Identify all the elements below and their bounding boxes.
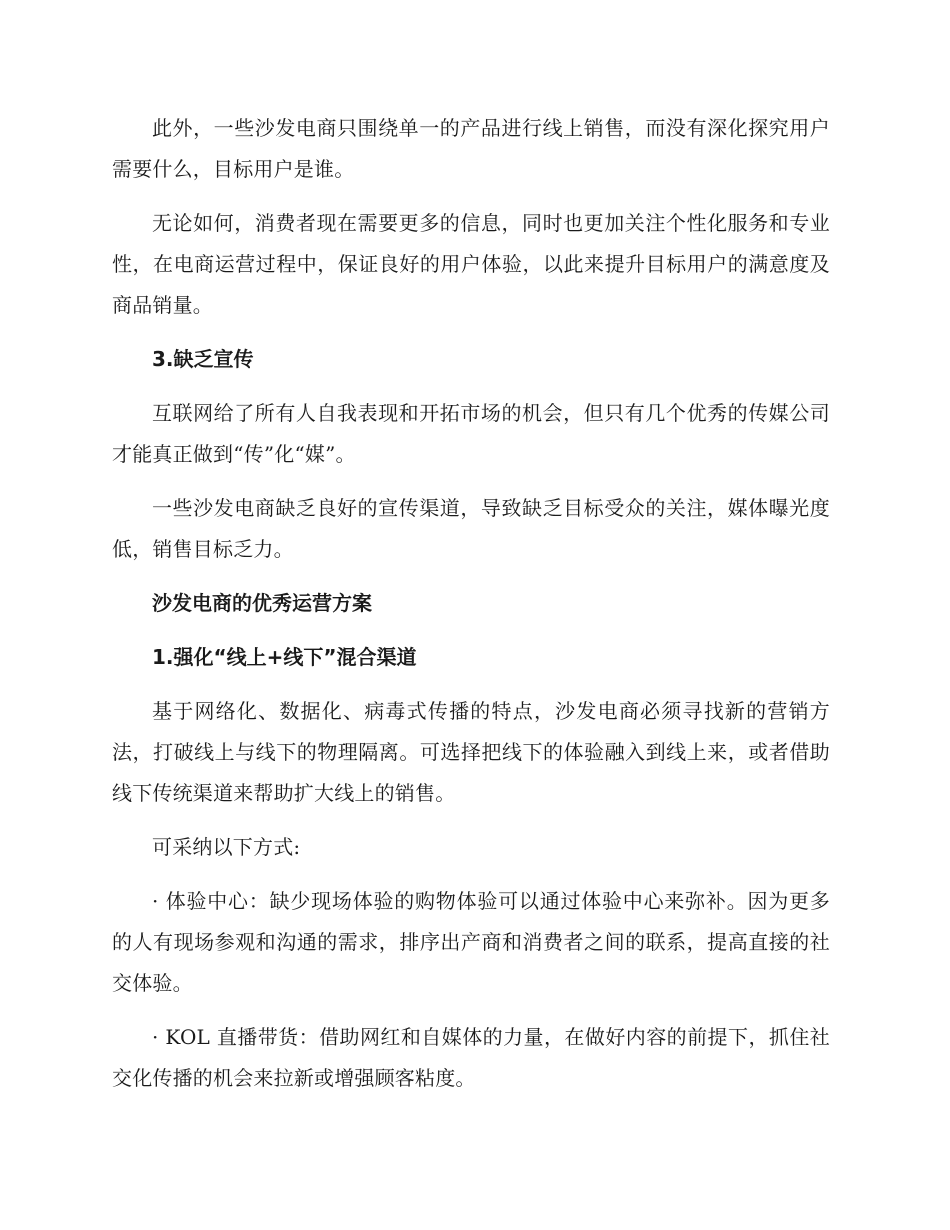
document-body	[112, 108, 830, 1112]
paragraph: 可采纳以下方式:	[152, 835, 301, 859]
paragraph: 一些沙发电商缺乏良好的宣传渠道，导致缺乏目标受众的关注，媒体曝光度低，销售目标乏力。	[112, 496, 830, 561]
bullet-paragraph: · KOL 直播带货：借助网红和自媒体的力量，在做好内容的前提下，抓住社交化传播的机会来拉新或增强顾客粘度。	[112, 1025, 830, 1090]
paragraph: 互联网给了所有人自我表现和开拓市场的机会，但只有几个优秀的传媒公司才能真正做到“传”化“媒”。	[112, 401, 830, 466]
section-heading: 沙发电商的优秀运营方案	[152, 591, 372, 615]
paragraph: 基于网络化、数据化、病毒式传播的特点，沙发电商必须寻找新的营销方法，打破线上与线下的物理隔离。可选择把线下的体验融入到线上来，或者借助线下传统渠道来帮助扩大线上的销售。	[112, 699, 830, 805]
bullet-paragraph: · 体验中心：缺少现场体验的购物体验可以通过体验中心来弥补。因为更多的人有现场参观和沟通的需求，排序出产商和消费者之间的联系，提高直接的社交体验。	[112, 889, 830, 995]
paragraph: 无论如何，消费者现在需要更多的信息，同时也更加关注个性化服务和专业性，在电商运营过程中，保证良好的用户体验，以此来提升目标用户的满意度及商品销量。	[112, 211, 830, 317]
section-heading: 3.缺乏宣传	[152, 347, 254, 371]
subsection-heading: 1.强化“线上+线下”混合渠道	[152, 645, 417, 669]
paragraph: 此外，一些沙发电商只围绕单一的产品进行线上销售，而没有深化探究用户需要什么，目标用户是谁。	[112, 116, 830, 181]
